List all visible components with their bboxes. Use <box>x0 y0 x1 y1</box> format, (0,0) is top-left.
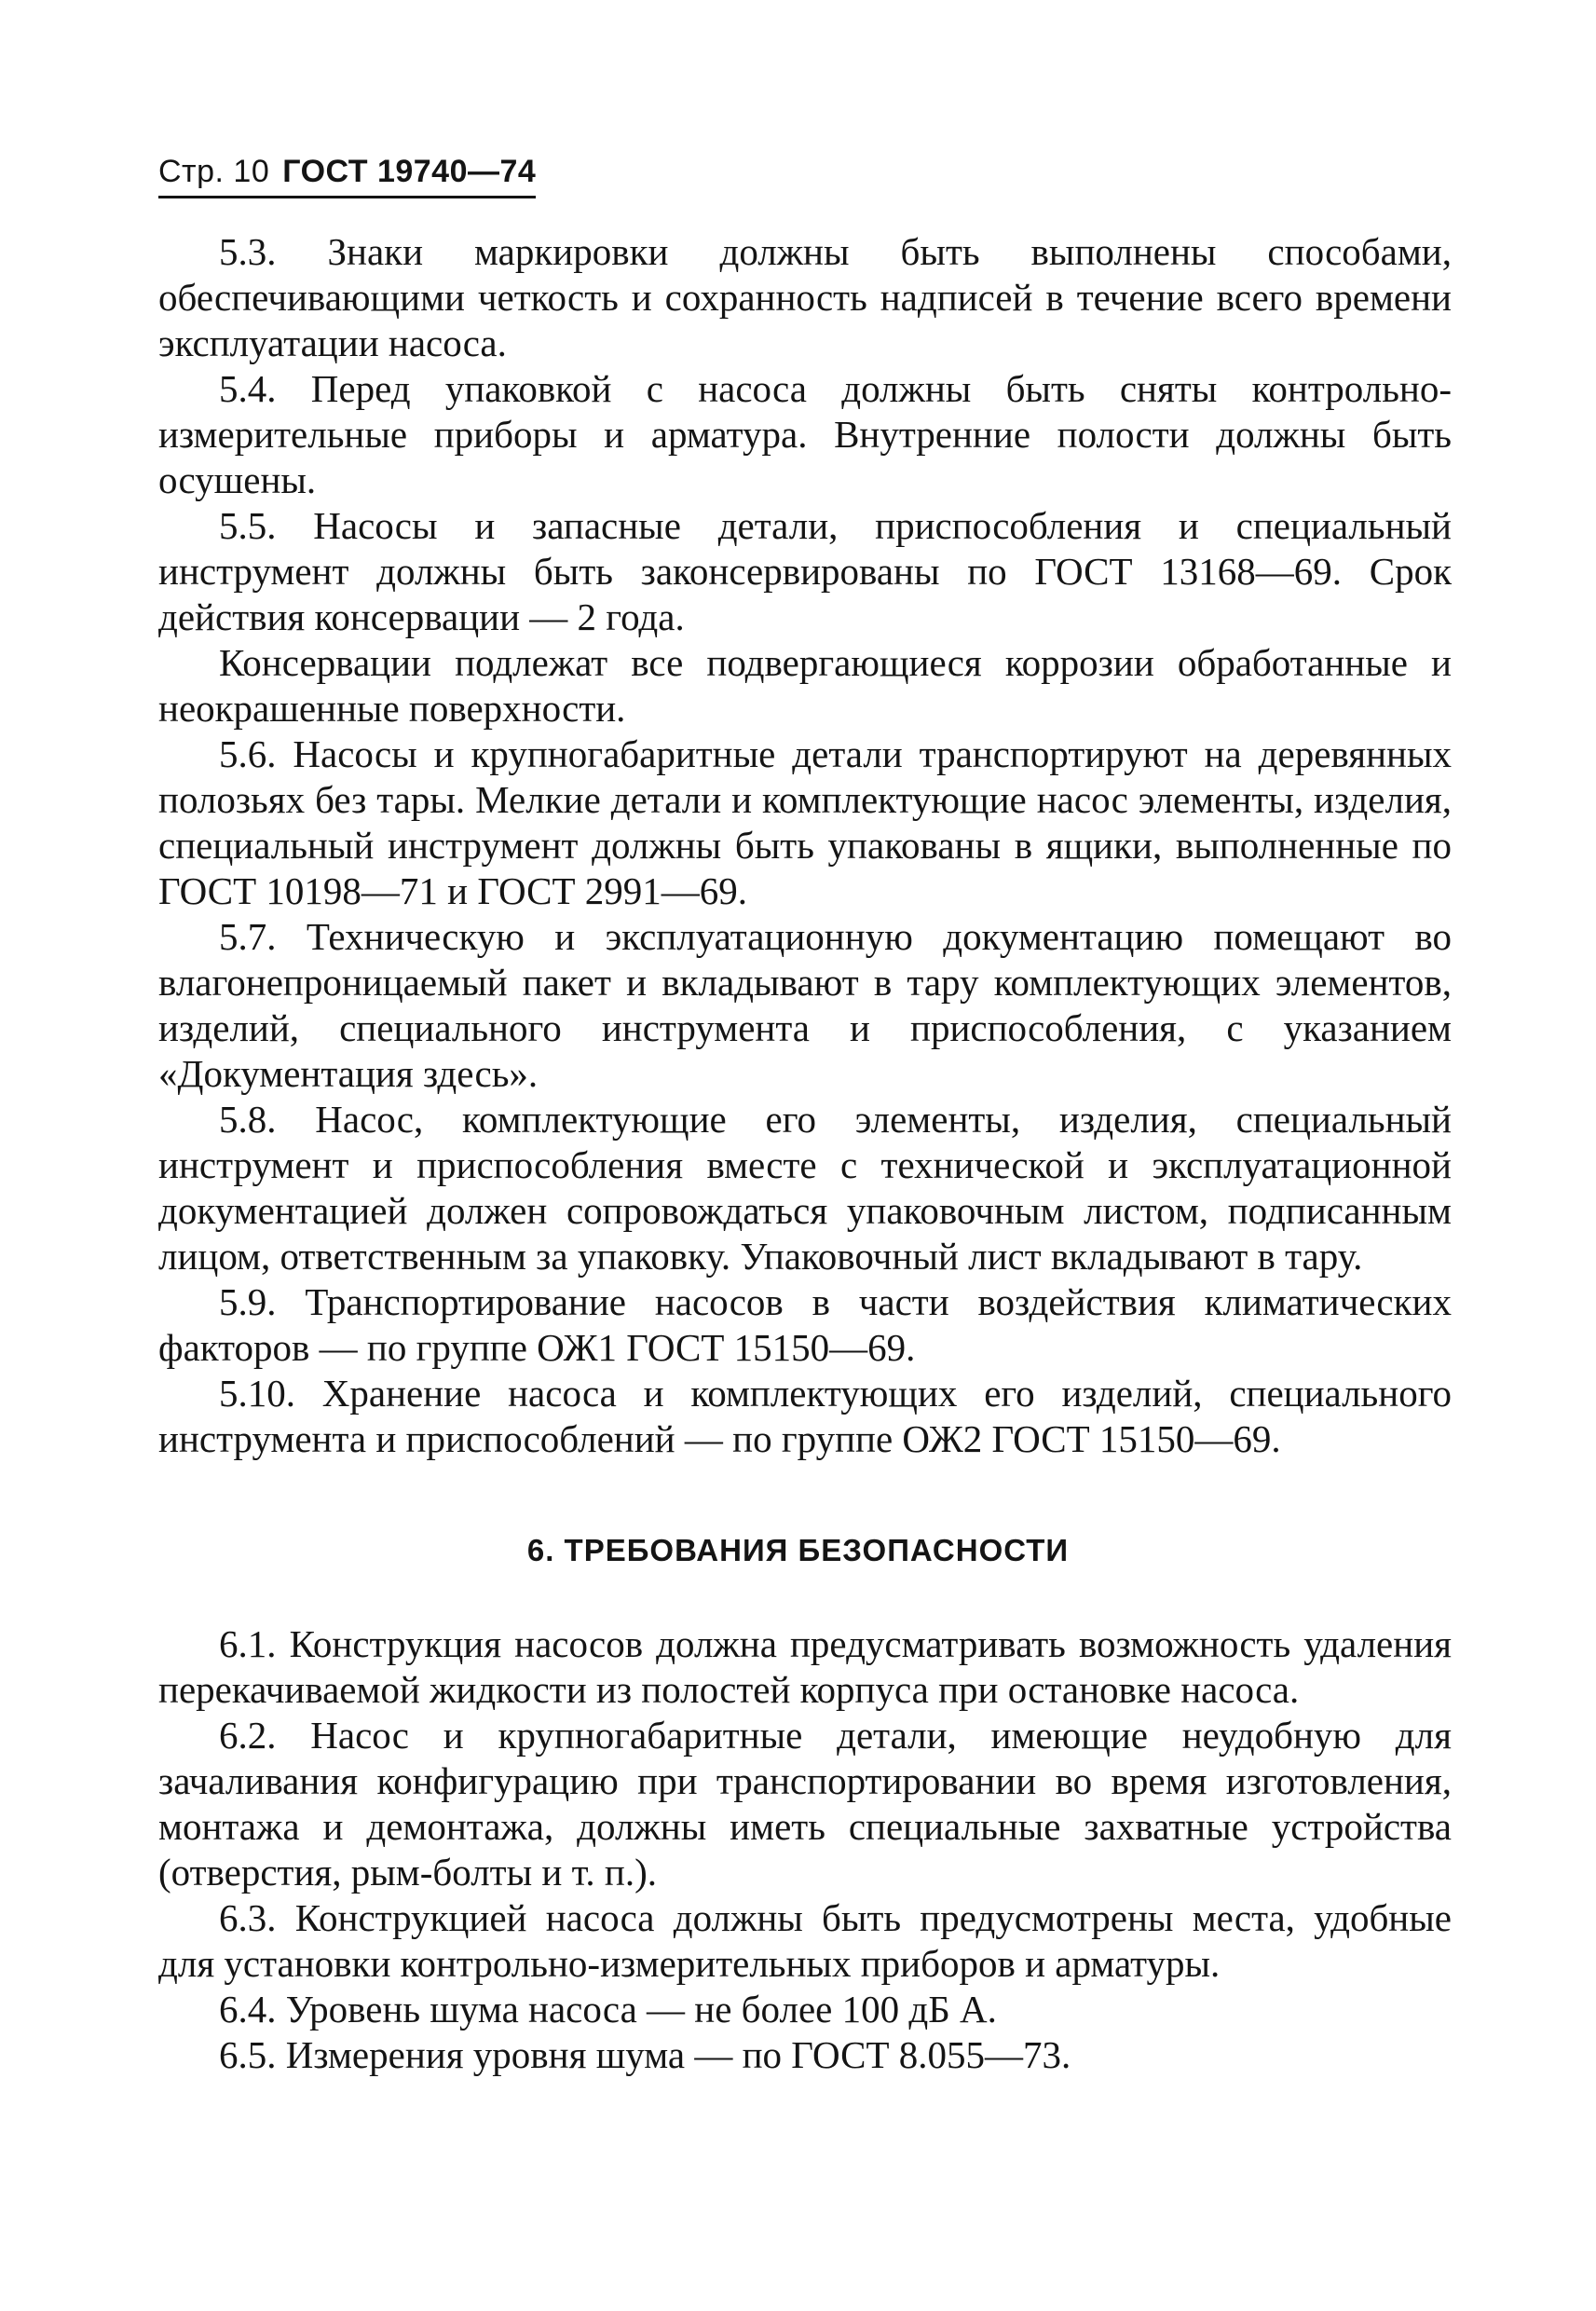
paragraph-5-10: 5.10. Хранение насоса и комплектующих его изделий, специального инструмента и приспособлений — по группе ОЖ2 ГОСТ 15150—69. <box>158 1372 1452 1460</box>
paragraph-5-5: 5.5. Насосы и запасные детали, приспособления и специальный инструмент должны быть законсервированы по ГОСТ 13168—69. Срок действия консервации — 2 года. <box>158 504 1452 638</box>
section-5-text <box>158 229 1452 1462</box>
paragraph-5-7: 5.7. Техническую и эксплуатационную документацию помещают во влагонепроницаемый пакет и вкладывают в тару комплектующих элементов, изделий, специального инструмента и приспособления, с указанием «Документация здесь». <box>158 915 1452 1095</box>
paragraph-6-4: 6.4. Уровень шума насоса — не более 100 дБ А. <box>219 1988 997 2031</box>
paragraph-5-4: 5.4. Перед упаковкой с насоса должны быть сняты контрольно-измерительные приборы и арматура. Внутренние полости должны быть осушены. <box>158 367 1452 501</box>
section-6-text <box>158 1621 1452 2078</box>
paragraph-6-3: 6.3. Конструкцией насоса должны быть предусмотрены места, удобные для установки контрольно-измерительных приборов и арматуры. <box>158 1896 1452 1985</box>
page-header <box>158 154 536 198</box>
paragraph-6-5: 6.5. Измерения уровня шума — по ГОСТ 8.055—73. <box>219 2033 1071 2076</box>
paragraph-6-2: 6.2. Насос и крупногабаритные детали, имеющие неудобную для зачаливания конфигурацию при транспортировании во время изготовления, монтажа и демонтажа, должны иметь специальные захватные устройства (отверстия, рым-болты и т. п.). <box>158 1714 1452 1894</box>
paragraph-6-1: 6.1. Конструкция насосов должна предусматривать возможность удаления перекачиваемой жидкости из полостей корпуса при остановке насоса. <box>158 1622 1452 1711</box>
paragraph-5-3: 5.3. Знаки маркировки должны быть выполнены способами, обеспечивающими четкость и сохранность надписей в течение всего времени эксплуатации насоса. <box>158 230 1452 364</box>
paragraph-5-6: 5.6. Насосы и крупногабаритные детали транспортируют на деревянных полозьях без тары. Мелкие детали и комплектующие насос элементы, изделия, специальный инструмент должны быть упакованы в ящики, выполненные по ГОСТ 10198—71 и ГОСТ 2991—69. <box>158 732 1452 912</box>
standard-number: ГОСТ 19740—74 <box>282 154 537 189</box>
page-number: Стр. 10 <box>158 154 270 189</box>
paragraph-5-9: 5.9. Транспортирование насосов в части воздействия климатических факторов — по группе ОЖ1 ГОСТ 15150—69. <box>158 1280 1452 1369</box>
section-6-title: 6. ТРЕБОВАНИЯ БЕЗОПАСНОСТИ <box>526 1533 1070 1567</box>
paragraph-5-8: 5.8. Насос, комплектующие его элементы, изделия, специальный инструмент и приспособления вместе с технической и эксплуатационной документацией должен сопровождаться упаковочным листом, подписанным лицом, ответственным за упаковку. Упаковочный лист вкладывают в тару. <box>158 1098 1452 1278</box>
paragraph-5-5-conservation: Консервации подлежат все подвергающиеся коррозии обработанные и неокрашенные поверхности. <box>158 641 1452 730</box>
